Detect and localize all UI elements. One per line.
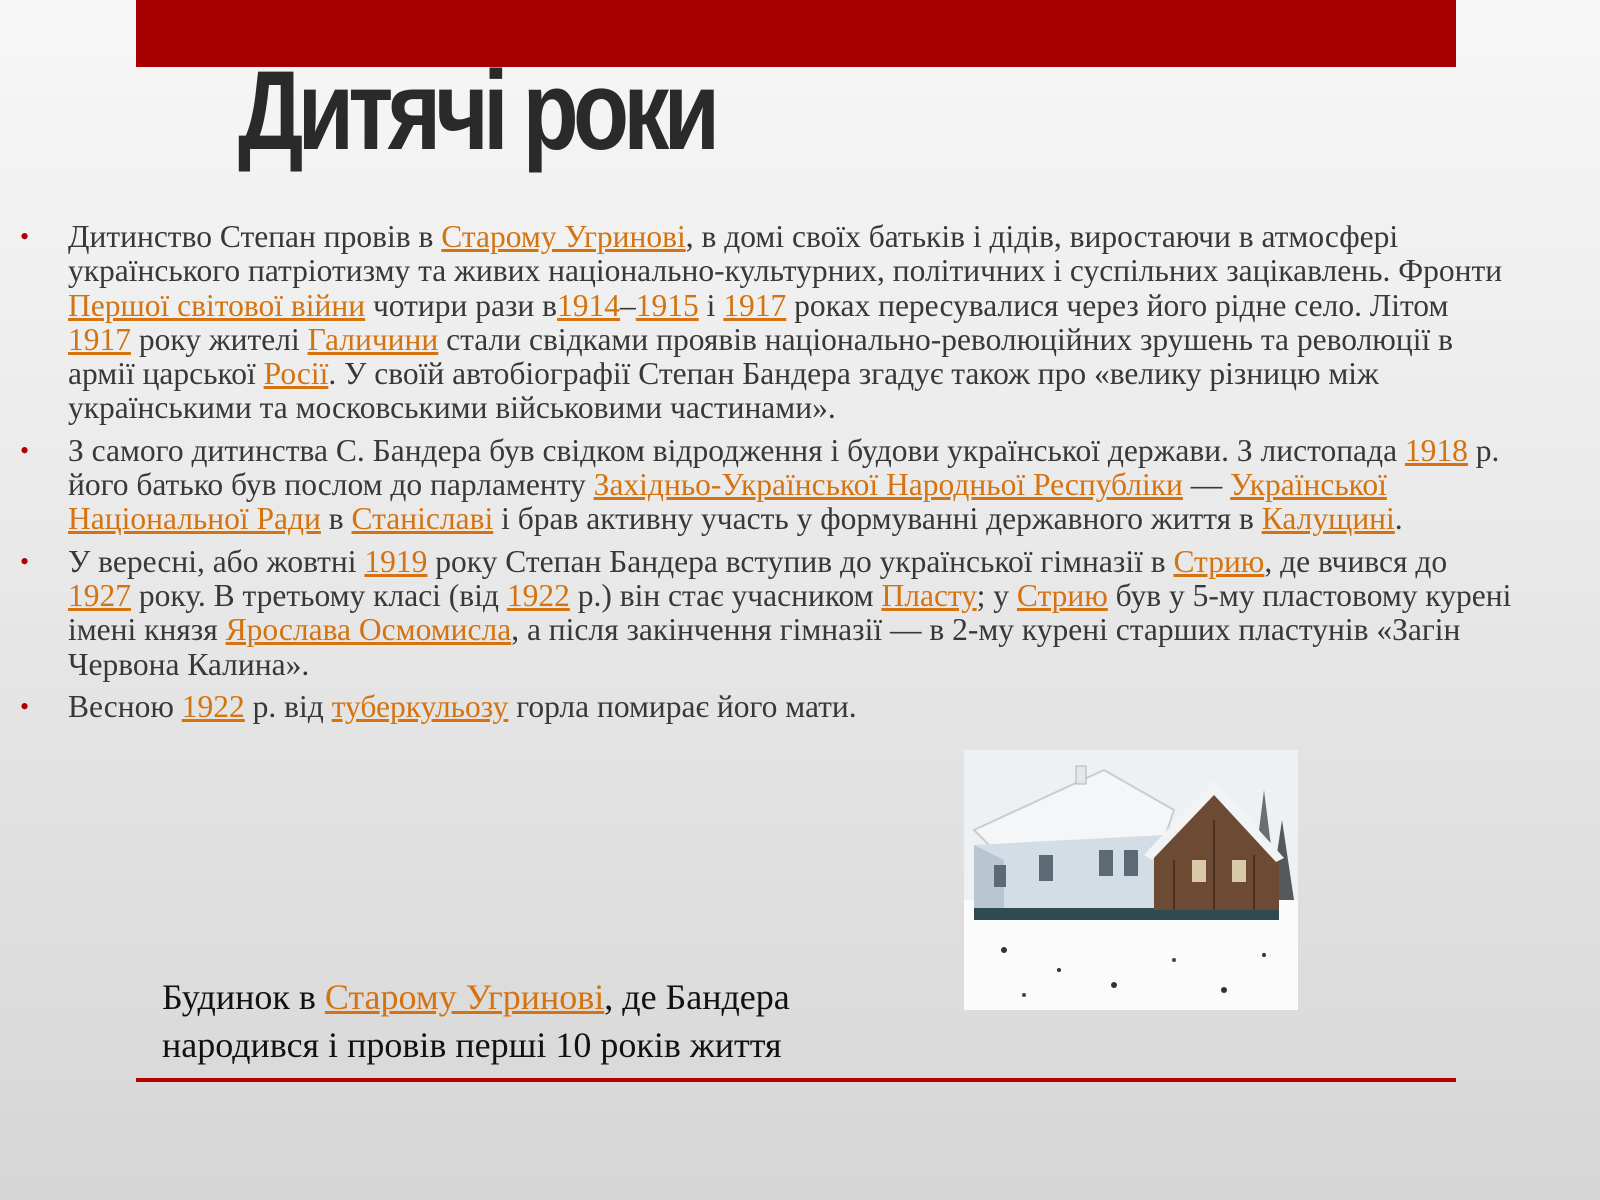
link-kalushchyna[interactable]: Калущині xyxy=(1261,501,1395,537)
text-run: року Степан Бандера вступив до української гімназії в xyxy=(427,543,1174,579)
link-1917[interactable]: 1917 xyxy=(723,287,787,323)
bullet-list xyxy=(18,220,1518,732)
link-1915[interactable]: 1915 xyxy=(635,287,699,323)
bullet-item-childhood xyxy=(18,220,1518,426)
text-run: Будинок в xyxy=(162,977,325,1017)
bullet-icon: • xyxy=(20,435,30,465)
text-run: З самого дитинства С. Бандера був свідком відродження і будови української держави. З листопада xyxy=(68,432,1405,468)
house-photo-image xyxy=(964,750,1298,1010)
text-run: , де вчився до xyxy=(1264,543,1448,579)
text-run: горла помирає його мати. xyxy=(508,688,857,724)
link-russia[interactable]: Росії xyxy=(263,356,329,392)
text-run: в xyxy=(320,501,352,537)
bullet-icon: • xyxy=(20,691,30,721)
link-staryi-uhryniv[interactable]: Старому Угринові xyxy=(441,219,686,254)
link-1917-summer[interactable]: 1917 xyxy=(68,321,131,357)
text-run: . У своїй автобіографії Степан Бандера згадує також про «велику різницю між українськими та московськими військовими частинами». xyxy=(68,356,1379,426)
link-1918[interactable]: 1918 xyxy=(1404,432,1468,468)
text-run: , в домі своїх батьків і дідів, виростаючи в атмосфері українського патріотизму та живих національно-культурних, політичних і суспільних зацікавлень. Фронти xyxy=(68,219,1503,289)
link-stanislaviv[interactable]: Станіславі xyxy=(351,501,494,537)
text-run: У вересні, або жовтні xyxy=(68,543,365,579)
link-1927[interactable]: 1927 xyxy=(68,577,131,613)
link-stryi-2[interactable]: Стрию xyxy=(1016,577,1108,613)
house-photo xyxy=(964,750,1298,1010)
text-run: р.) він стає учасником xyxy=(569,577,882,613)
text-run: Весною xyxy=(68,688,182,724)
text-run: Дитинство Степан провів в xyxy=(68,219,442,254)
text-run: р. його батько був послом до парламенту xyxy=(68,432,1500,503)
link-yaroslav-osmomysl[interactable]: Ярослава Осмомисла xyxy=(225,612,512,648)
link-plast[interactable]: Пласту xyxy=(881,577,977,613)
text-run: роках пересувалися через його рідне село. Літом xyxy=(786,287,1449,323)
photo-caption xyxy=(162,973,922,1069)
slide-title: Дитячі роки xyxy=(238,48,715,173)
link-1922-spring[interactable]: 1922 xyxy=(181,688,245,724)
link-1914[interactable]: 1914 xyxy=(557,287,621,323)
text-run: і брав активну участь у формуванні державного життя в xyxy=(493,501,1262,537)
link-stryi[interactable]: Стрию xyxy=(1173,543,1265,579)
link-tuberculosis[interactable]: туберкульозу xyxy=(331,688,509,724)
link-national-council[interactable]: Української Національної Ради xyxy=(68,467,1387,537)
link-galicia[interactable]: Галичини xyxy=(307,321,439,357)
bullet-icon: • xyxy=(20,546,30,576)
link-1922[interactable]: 1922 xyxy=(506,577,570,613)
link-1919[interactable]: 1919 xyxy=(364,543,428,579)
bullet-icon: • xyxy=(20,222,30,251)
bullet-item-mother xyxy=(18,690,1518,724)
text-run: стали свідками проявів національно-революційних зрушень та революції в армії царської xyxy=(68,321,1453,392)
text-run: чотири рази в xyxy=(365,287,558,323)
text-run: року жителі xyxy=(131,321,308,357)
link-first-world-war[interactable]: Першої світової війни xyxy=(68,287,366,323)
text-run: , а після закінчення гімназії — в 2-му курені старших пластунів «Загін Червона Калина». xyxy=(68,612,1461,682)
bullet-item-statehood xyxy=(18,434,1518,537)
link-zunr[interactable]: Західньо-Української Народньої Республіки xyxy=(593,467,1183,503)
bullet-item-gymnasium xyxy=(18,545,1518,682)
text-run: . xyxy=(1394,501,1403,537)
caption-link-staryi-uhryniv[interactable]: Старому Угринові xyxy=(324,977,605,1017)
text-run: ; у xyxy=(976,577,1017,613)
text-run: , де Бандера народився і провів перші 10 років життя xyxy=(162,977,790,1065)
text-run: був у 5-му пластовому курені імені князя xyxy=(68,577,1512,648)
text-run: і xyxy=(698,287,724,323)
bottom-accent-line xyxy=(136,1078,1456,1082)
text-run: — xyxy=(1182,467,1231,503)
text-run: р. від xyxy=(244,688,332,724)
text-run: року. В третьому класі (від xyxy=(131,577,507,613)
text-run: – xyxy=(620,287,636,323)
